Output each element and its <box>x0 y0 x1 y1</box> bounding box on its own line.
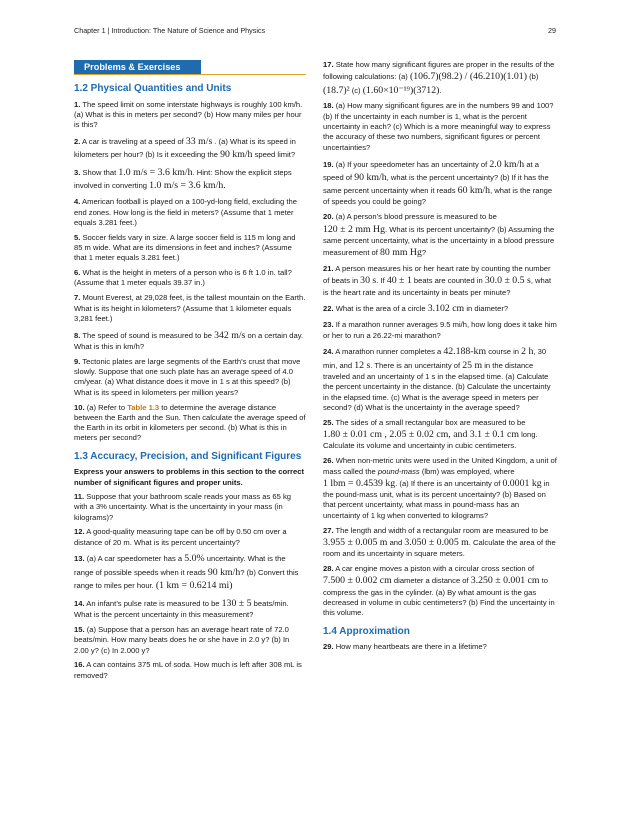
problem-text: Tectonic plates are large segments of the Earth’s crust that move slowly. Suppose that one such plate has an average speed of 4.0 cm/year. (a) What distance does it move in 1 s at this speed? (b) What is its speed in kilometers per million years? <box>74 356 301 397</box>
problem-text: A car engine moves a piston with a circular cross section of <box>335 564 535 573</box>
math-expression: 80 mm Hg <box>380 247 422 259</box>
problem-text: and <box>389 537 403 547</box>
problem-text: ? (b) Convert this range to miles per hour. <box>74 567 299 591</box>
problem-15 <box>74 625 306 656</box>
problem-number: 9. <box>74 356 81 366</box>
problem-number: 6. <box>74 268 81 278</box>
math-expression: 1 lbm = 0.4539 kg <box>323 477 396 489</box>
problem-number: 24. <box>323 347 334 357</box>
chapter-label: Chapter 1 | Introduction: The Nature of Science and Physics <box>74 26 266 35</box>
problem-text: If a marathon runner averages 9.5 mi/h, how long does it take him or her to run a 26.22-mi marathon? <box>323 320 557 340</box>
problem-text: What is the area of a circle <box>335 304 426 314</box>
problem-25 <box>323 418 557 452</box>
problem-text: American football is played on a 100-yd-long field, excluding the end zones. How long is the field in meters? (Assume that 1 meter equals 3.281 feet.) <box>74 197 297 227</box>
problem-text: (a) How many significant figures are in the numbers 99 and 100? (b) If the uncertainty in each number is 1, what is the percent uncertainty in each? (c) Which is a more meaningful way to express the accuracy of these two numbers, significant figures or percent uncertainties? <box>323 101 554 152</box>
problem-16 <box>74 660 306 681</box>
problem-text: diameter a distance of <box>393 576 469 586</box>
banner-label: Problems & Exercises <box>74 60 201 74</box>
math-expression: 7.500 ± 0.002 cm <box>323 575 392 587</box>
problem-text: to determine the average distance between the Earth and the Sun. Then calculate the average speed of the Earth in its orbit in kilometers per second. (b) What is this in meters per second? <box>74 402 306 443</box>
math-expression: 33 m/s <box>185 135 213 147</box>
problem-text: The speed of sound is measured to be <box>82 330 212 340</box>
problem-21 <box>323 264 557 298</box>
problem-23 <box>323 320 557 341</box>
math-expression: 90 km/h <box>220 149 253 161</box>
problem-26 <box>323 456 557 521</box>
math-expression: 5.0% <box>184 553 205 565</box>
problem-number: 15. <box>74 625 85 634</box>
problem-6 <box>74 268 306 289</box>
problem-text: When non-metric units were used in the United Kingdom, a unit of mass called the <box>323 456 557 476</box>
problem-text: ? <box>421 248 427 258</box>
problem-number: 28. <box>323 564 334 573</box>
problem-17 <box>323 60 557 97</box>
problem-13 <box>74 552 306 592</box>
problem-number: 2. <box>74 136 81 146</box>
math-expression: 60 km/h <box>457 185 491 197</box>
problem-text: . There is an uncertainty of <box>370 360 461 370</box>
problem-11 <box>74 492 306 523</box>
problem-text: , what is the range of speeds you could be going? <box>323 186 553 207</box>
problem-number: 5. <box>74 232 81 242</box>
problem-18 <box>323 101 557 153</box>
problem-number: 29. <box>323 642 334 652</box>
math-expression: 90 km/h <box>354 171 387 183</box>
problem-number: 18. <box>323 101 334 111</box>
problem-text: , what is the heart rate and its uncertainty in beats per minute? <box>323 276 552 297</box>
problem-text: long. Calculate its volume and uncertainty in cubic centimeters. <box>323 430 538 451</box>
math-expression: 0.0001 kg <box>502 477 542 489</box>
problem-number: 13. <box>74 554 85 564</box>
problem-27 <box>323 526 557 560</box>
math-expression: 25 m <box>462 359 483 371</box>
problem-number: 8. <box>74 330 81 340</box>
problem-text: at a speed of <box>323 159 539 182</box>
problem-text: How many heartbeats are there in a lifetime? <box>335 642 487 652</box>
problem-number: 27. <box>323 525 334 535</box>
problem-7 <box>74 293 306 324</box>
problem-text: (c) <box>351 85 361 95</box>
problem-number: 10. <box>74 402 85 412</box>
problem-24 <box>323 345 557 413</box>
problem-number: 1. <box>74 99 81 109</box>
math-expression: 342 m/s <box>214 329 246 341</box>
problem-text: A good-quality measuring tape can be off by 0.50 cm over a distance of 20 m. What is its percent uncertainty? <box>74 527 287 547</box>
problem-text: course in <box>488 347 520 357</box>
problem-text: (a) Suppose that a person has an average heart rate of 72.0 beats/min. How many beats does he or she have in 2.0 y? (b) In 2.00 y? (c) In 2.000 y? <box>74 625 290 655</box>
section-heading-1-4: 1.4 Approximation <box>323 625 410 637</box>
problem-text: A can contains 375 mL of soda. How much is left after 308 mL is removed? <box>74 660 302 680</box>
math-expression: (106.7)(98.2) / (46.210)(1.01) <box>409 71 527 83</box>
problem-number: 26. <box>323 456 334 466</box>
problem-text: on a certain day. What is this in km/h? <box>74 330 304 351</box>
problem-text: . <box>439 85 442 95</box>
problem-text: uncertainty. What is the range of possible speeds when it reads <box>74 554 286 577</box>
math-expression: 40 ± 1 <box>386 275 412 287</box>
math-expression: 1.80 ± 0.01 cm , 2.05 ± 0.02 cm, and 3.1 ± 0.1 cm <box>323 429 519 441</box>
problem-text: State how many significant figures are proper in the results of the following calculations: (a) <box>323 60 555 82</box>
problem-text: in the distance traveled and an uncertainty of 1 s in the elapsed time. (a) Calculate the percent uncertainty in the distance. (b) Calculate the uncertainty in the elapsed time. (c) What is the average speed in meters per second? (d) What is the uncertainty in the average speed? <box>323 360 551 412</box>
problem-8 <box>74 329 306 353</box>
problem-text: (b) <box>529 72 539 82</box>
problem-text: , 30 min, and <box>323 347 547 370</box>
math-expression: 30.0 ± 0.5 s <box>484 275 531 287</box>
problem-text: (a) Refer to <box>86 402 126 412</box>
left-column <box>74 60 306 686</box>
problem-number: 12. <box>74 527 85 537</box>
page-number: 29 <box>548 26 556 35</box>
problem-text: in diameter? <box>466 304 509 314</box>
problem-text: Mount Everest, at 29,028 feet, is the tallest mountain on the Earth. What is its height in kilometers? (Assume that 1 kilometer equals 3,281 feet.) <box>74 293 306 323</box>
problem-text: (lbm) was employed, where <box>421 466 515 476</box>
problem-text: The sides of a small rectangular box are measured to be <box>335 417 526 427</box>
problem-number: 11. <box>74 491 85 501</box>
math-expression: (18.7)² <box>323 84 350 96</box>
problem-text: Suppose that your bathroom scale reads your mass as 65 kg with a 3% uncertainty. What is the uncertainty in your mass (in kilograms)? <box>74 491 291 522</box>
problem-text: . What is its percent uncertainty? (b) Assuming the same percent uncertainty, what is the uncertainty in a blood pressure measurement of <box>323 224 555 258</box>
problem-text: speed limit? <box>254 150 296 160</box>
problem-22 <box>323 302 557 315</box>
math-expression: 42.188-km <box>443 346 487 358</box>
problem-number: 3. <box>74 168 81 178</box>
problem-text: . (a) What is its speed in kilometers per hour? (b) Is it exceeding the <box>74 136 296 160</box>
problem-text: A person measures his or her heart rate by counting the number of beats in <box>323 264 551 286</box>
problem-text: A car is traveling at a speed of <box>82 136 184 146</box>
problem-number: 20. <box>323 212 334 222</box>
problem-number: 22. <box>323 304 334 314</box>
italic-term: pound-mass <box>377 466 420 476</box>
problem-number: 25. <box>323 417 334 427</box>
problem-text: (a) If your speedometer has an uncertainty of <box>335 159 488 169</box>
math-expression: 3.102 cm <box>427 303 465 315</box>
problem-2 <box>74 135 306 162</box>
problem-number: 7. <box>74 293 81 303</box>
math-expression: 1.0 m/s = 3.6 km/h. <box>149 180 226 192</box>
problem-text: . Hint: Show the explicit steps involved in converting <box>74 168 292 191</box>
right-column <box>323 60 557 657</box>
problem-number: 19. <box>323 159 334 169</box>
problem-text: in the pound-mass unit, what is its percent uncertainty? (b) Based on that percent uncertainty, what mass in pound-mass has an uncertainty of 1 kg when converted to kilograms? <box>323 478 550 520</box>
problem-text: (a) A person’s blood pressure is measured to be <box>335 212 497 222</box>
problem-9 <box>74 357 306 398</box>
section-heading-1-3: 1.3 Accuracy, Precision, and Significant Figures <box>74 450 302 462</box>
problem-3 <box>74 166 306 193</box>
math-expression: 30 s <box>360 275 377 287</box>
problem-number: 14. <box>74 598 85 608</box>
math-expression: 2.0 km/h <box>489 158 525 170</box>
problem-number: 17. <box>323 60 334 69</box>
problem-12 <box>74 527 306 548</box>
problem-number: 4. <box>74 197 81 207</box>
problem-text: beats/min. What is the percent uncertainty in this measurement? <box>74 598 289 620</box>
math-expression: 12 s <box>354 359 371 371</box>
math-expression: 2 h <box>521 346 534 358</box>
problem-text: to compress the gas in the cylinder. (a) By what amount is the gas decreased in volume in cubic centimeters? (b) Find the uncertainty in this volume. <box>323 576 555 618</box>
problem-text: beats are counted in <box>413 276 483 286</box>
running-header <box>74 26 556 35</box>
math-expression: (1 km = 0.6214 mi) <box>155 580 233 592</box>
problem-4 <box>74 197 306 228</box>
math-expression: 130 ± 5 <box>221 597 252 609</box>
problem-text: , what is the percent uncertainty? (b) If it has the same percent uncertainty when it reads <box>323 172 549 196</box>
math-expression: 1.0 m/s = 3.6 km/h <box>118 167 193 179</box>
problem-5 <box>74 233 306 264</box>
problem-text: . If <box>376 276 385 286</box>
math-expression: 90 km/h <box>207 566 241 578</box>
problem-text: What is the height in meters of a person who is 6 ft 1.0 in. tall? (Assume that 1 meter equals 39.37 in.) <box>74 268 292 288</box>
problem-text: Show that <box>82 168 117 178</box>
problem-20 <box>323 212 557 259</box>
problem-10 <box>74 403 306 444</box>
problem-number: 23. <box>323 320 334 330</box>
problem-text: The length and width of a rectangular room are measured to be <box>335 525 549 535</box>
math-expression: 120 ± 2 mm Hg <box>323 223 385 235</box>
problem-text: A marathon runner completes a <box>335 347 442 357</box>
section-heading-1-2: 1.2 Physical Quantities and Units <box>74 83 232 94</box>
problem-text: (a) A car speedometer has a <box>86 554 183 564</box>
math-expression: 3.050 ± 0.005 m <box>404 536 469 548</box>
problem-28 <box>323 564 557 619</box>
problem-text: . (a) If there is an uncertainty of <box>395 478 501 488</box>
problem-29 <box>323 642 557 652</box>
problem-number: 21. <box>323 264 334 273</box>
section-instructions: Express your answers to problems in this section to the correct number of significant figures and proper units. <box>74 467 304 487</box>
problem-number: 16. <box>74 660 85 670</box>
problem-14 <box>74 597 306 621</box>
math-expression: 3.250 ± 0.001 cm <box>470 575 540 587</box>
problem-1 <box>74 100 306 131</box>
problem-text: The speed limit on some interstate highways is roughly 100 km/h. (a) What is this in meters per second? (b) How many miles per hour is this? <box>74 99 303 130</box>
math-expression: 3.955 ± 0.005 m <box>323 536 388 548</box>
problem-text: . Calculate the area of the room and its uncertainty in square meters. <box>323 537 556 559</box>
problem-text: An infant’s pulse rate is measured to be <box>86 598 220 608</box>
math-expression: (1.60×10⁻¹⁹)(3712) <box>362 84 440 96</box>
problem-19 <box>323 158 557 208</box>
table-link[interactable]: Table 1.3 <box>127 402 160 412</box>
problems-banner <box>74 60 306 75</box>
problem-text: Soccer fields vary in size. A large soccer field is 115 m long and 85 m wide. What are its dimensions in feet and inches? (Assume that 1 meter equals 3.281 feet.) <box>74 232 296 263</box>
